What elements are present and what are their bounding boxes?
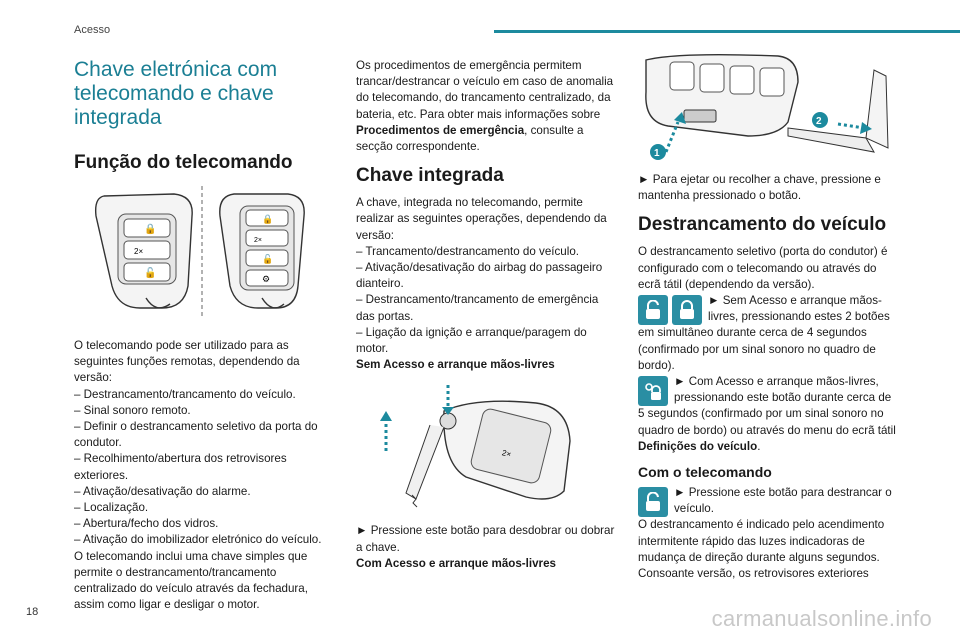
- emergency-link[interactable]: Procedimentos de emergência: [356, 123, 525, 137]
- heading-com-telecomando: Com o telecomando: [638, 464, 772, 481]
- page-number: 18: [26, 606, 39, 618]
- list-item: – Recolhimento/abertura dos retrovisores exteriores.: [74, 452, 287, 482]
- header-accent-bar: [494, 30, 960, 33]
- list-item: – Destrancamento/trancamento do veículo.: [74, 387, 296, 401]
- svg-text:⚙: ⚙: [262, 275, 271, 285]
- col1-function-list: [74, 387, 334, 549]
- svg-text:🔒: 🔒: [262, 215, 274, 225]
- unlock-icon: [638, 295, 668, 325]
- list-item: – Ativação/desativação do alarme.: [74, 484, 251, 498]
- column-2: [356, 58, 616, 572]
- flip-key-figure: [356, 381, 616, 513]
- eject-key-illustration: [638, 52, 900, 162]
- list-item: – Localização.: [74, 501, 149, 515]
- callout-2-label: 2: [816, 116, 822, 127]
- remote-key-figure: [84, 186, 334, 324]
- svg-text:🔓: 🔓: [262, 255, 274, 265]
- fig2-label: 2×: [501, 448, 513, 460]
- emergency-note-b: , consulte a secção correspondente.: [356, 123, 584, 154]
- column-1: [74, 58, 334, 613]
- heading-destrancamento: Destrancamento do veículo: [638, 214, 887, 236]
- list-item: – Trancamento/destrancamento do veículo.: [356, 244, 579, 258]
- unlock-indication: O destrancamento é indicado pelo acendimento intermitente rápido das luzes indicadoras de mudança de direção durante alguns segundos. Consoante versão, os retrovisores exteriores: [638, 518, 885, 581]
- unlock-instruction: ► Pressione este botão para destrancar o veículo.: [674, 486, 892, 516]
- fig1-label-b: 2×: [254, 237, 262, 244]
- list-item: – Definir o destrancamento seletivo da porta do condutor.: [74, 420, 318, 450]
- emergency-note: [356, 58, 616, 155]
- col1-key-note: O telecomando inclui uma chave simples que permite o destrancamento/trancamento centralizado do veículo através da fechadura, assim como ligar e desligar o motor.: [74, 549, 308, 612]
- lock-icon: [672, 295, 702, 325]
- list-item: – Ativação do imobilizador eletrónico do veículo.: [74, 533, 322, 547]
- heading-chave-integrada: Chave integrada: [356, 165, 504, 187]
- subheading-sem-acesso: Sem Acesso e arranque mãos-livres: [356, 358, 555, 372]
- selective-com: [638, 374, 898, 455]
- list-item: – Ativação/desativação do airbag do passageiro dianteiro.: [356, 261, 603, 291]
- col1-intro: O telecomando pode ser utilizado para as seguintes funções remotas, dependendo da versão:: [74, 339, 300, 385]
- flip-key-illustration: [356, 381, 596, 513]
- emergency-note-a: Os procedimentos de emergência permitem trancar/destrancar o veículo em caso de anomalia do telecomando, do trancamento centralizado, da bateria, etc. Para obter mais informações sobre: [356, 59, 614, 121]
- callout-1-label: 1: [654, 148, 660, 159]
- selective-sem: ► Sem Acesso e arranque mãos-livres, pressionando estes 2 botões em simultâneo durante cerca de 4 segundos (confirmado por um sinal sonoro no quadro de bordo).: [638, 294, 890, 372]
- selective-com-a: ► Com Acesso e arranque mãos-livres, pressionando este botão durante cerca de 5 segundos (confirmado por um sinal sonoro no quadro de bordo) ou através do menu do ecrã tátil: [638, 375, 896, 437]
- svg-text:🔒: 🔒: [144, 224, 157, 235]
- selective-com-b: .: [757, 439, 761, 453]
- remote-keys-illustration: [84, 186, 314, 324]
- selective-intro: O destrancamento seletivo (porta do condutor) é configurado com o telecomando ou através do ecrã tátil (dependendo da versão).: [638, 245, 888, 291]
- unlock-icon-wrap: [638, 487, 668, 517]
- chave-intro: A chave, integrada no telecomando, permite realizar as seguintes operações, dependendo da versão:: [356, 196, 607, 242]
- list-item: – Ligação da ignição e arranque/paragem do motor.: [356, 325, 587, 356]
- svg-text:🔓: 🔓: [144, 268, 157, 279]
- vehicle-settings-menu: Definições do veículo: [638, 439, 758, 453]
- settings-unlock-icon-wrap: [638, 376, 668, 406]
- list-item: – Destrancamento/trancamento de emergência das portas.: [356, 293, 599, 323]
- list-item: – Sinal sonoro remoto.: [74, 403, 191, 417]
- unlock-icons-pair: [638, 295, 702, 325]
- unlock-icon: [638, 487, 668, 517]
- watermark: carmanualsonline.info: [711, 606, 932, 631]
- settings-unlock-icon: [638, 376, 668, 406]
- flip-instruction: ► Pressione este botão para desdobrar ou dobrar a chave.: [356, 524, 615, 554]
- eject-instruction: ► Para ejetar ou recolher a chave, pressione e mantenha pressionado o botão.: [638, 173, 881, 203]
- chapter-title: Chave eletrónica com telecomando e chave integrada: [74, 58, 278, 129]
- list-item: – Abertura/fecho dos vidros.: [74, 517, 219, 531]
- running-header: Acesso: [74, 24, 111, 36]
- column-3: [638, 58, 898, 582]
- heading-telecomando: Função do telecomando: [74, 152, 293, 173]
- fig1-label-a: 2×: [134, 247, 144, 256]
- eject-key-figure: [638, 52, 898, 162]
- subheading-com-acesso: Com Acesso e arranque mãos-livres: [356, 556, 556, 570]
